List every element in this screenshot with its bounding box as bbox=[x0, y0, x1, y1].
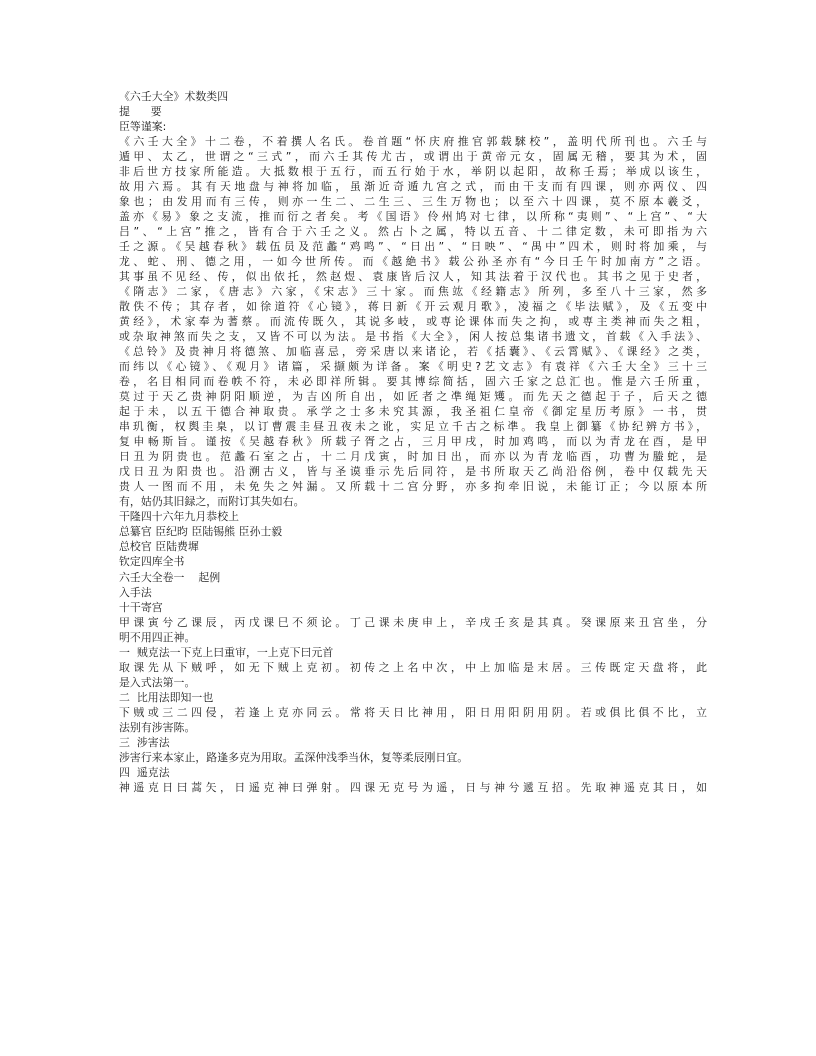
document-line: 甲课寅兮乙课辰，丙戊课巳不须论。丁己课未庚申上，辛戌壬亥是其真。癸课原来丑宫坐，分 bbox=[119, 615, 707, 629]
document-line: 钦定四库全书 bbox=[119, 555, 185, 569]
document-line: 有，姑仍其旧録之，而附订其失如右。 bbox=[119, 495, 305, 509]
document-line: 戊日丑为阳贵也。沿溯古义，皆与圣谟垂示先后同符，是书所取天乙尚沿俗例，卷中仅载先天 bbox=[119, 465, 707, 479]
document-line: 龙、蛇、刑、德之用，一如今世所传。而《越絶书》载公孙圣亦有“今日壬午时加南方”之语。 bbox=[119, 255, 707, 269]
document-line: 臣等谨案: bbox=[119, 120, 167, 134]
document-line: 盖亦《易》象之支流，推而衍之者矣。考《国语》伶州鸠对七律，以所称“夷则”、“上宫”、“大 bbox=[119, 210, 707, 224]
document-line: 复申畅斯旨。谨按《吴越春秋》所载子胥之占，三月甲戌，时加鸡鸣，而以为青龙在酉，是甲 bbox=[119, 435, 707, 449]
document-line: 提 要 bbox=[119, 105, 162, 119]
document-line: 贵人一图而不用，未免失之舛漏。又所载十二宫分野，亦多拘牵旧说，未能订正；今以原本所 bbox=[119, 480, 707, 494]
document-line: 法别有涉害陈。 bbox=[119, 720, 196, 734]
document-line: 遁甲、太乙，世谓之“三式”，而六壬其传尤古，或谓出于黄帝元女，固属无稽，要其为术，固 bbox=[119, 150, 707, 164]
document-line: 而纬以《心镜》、《观月》诸篇，采撷颇为详备。案《明史?艺文志》有袁祥《六壬大全》三十三 bbox=[119, 360, 707, 374]
document-line: 其事虽不见经、传，似出依托，然赵煜、袁康皆后汉人，知其法着于汉代也。其书之见于史者， bbox=[119, 270, 707, 284]
document-line: 莫过于天乙贵神阴阳顺逆，为吉凶所自出，如匠者之凖绳矩矱。而先天之德起于子，后天之德 bbox=[119, 390, 707, 404]
document-text-body bbox=[119, 89, 707, 795]
document-line: 神遥克日曰蒿矢，日遥克神曰弹射。四课无克号为遥，日与神兮遞互招。先取神遥克其日，如 bbox=[119, 780, 707, 794]
document-line: 明不用四正神。 bbox=[119, 630, 196, 644]
document-line: 黄经》，术家奉为蓍蔡。而流传既久，其说多岐，或専论课体而失之拘，或専主类神而失之粗， bbox=[119, 315, 707, 329]
document-line: 《总铃》及贵神月将德煞、加临喜忌，旁采唐以来诸论，若《括囊》、《云霄赋》、《课经》之类， bbox=[119, 345, 707, 359]
document-line: 四 遥克法 bbox=[119, 765, 170, 779]
document-line: 《隋志》二家，《唐志》六家，《宋志》三十家。而焦竑《经籍志》所列，多至八十三家，然多 bbox=[119, 285, 707, 299]
document-line: 入手法 bbox=[119, 585, 152, 599]
document-line: 故用六焉。其有天地盘与神将加临，虽渐近奇遁九宫之式，而由干支而有四课，则亦两仪、四 bbox=[119, 180, 707, 194]
document-line: 《六壬大全》十二卷，不着撰人名氏。卷首题“怀庆府推官郭载騋校”，盖明代所刊也。六壬与 bbox=[119, 135, 707, 149]
document-line: 三 涉害法 bbox=[119, 735, 170, 749]
document-line: 一 贼克法一下克上曰重审，一上克下曰元首 bbox=[119, 645, 334, 659]
document-line: 象也；由发用而有三传，则亦一生二、二生三、三生万物也；以至六十四课，莫不原本羲爻， bbox=[119, 195, 707, 209]
document-line: 起于未，以五干德合神取贵。承学之士多未究其源，我圣祖仁皇帝《御定星历考原》一书，贯 bbox=[119, 405, 707, 419]
document-line: 总纂官 臣纪昀 臣陆锡熊 臣孙士毅 bbox=[119, 525, 283, 539]
document-line: 二 比用法即知一也 bbox=[119, 690, 214, 704]
document-line: 吕”、“上宫”推之，皆有合于六壬之义。然占卜之属，特以五音、十二律定数，未可即指为六 bbox=[119, 225, 707, 239]
document-line: 总校官 臣陆费墀 bbox=[119, 540, 199, 554]
document-line: 或杂取神煞而失之支，又皆不可以为法。是书指《大全》，闲人按总集诸书遗文，首载《入手法》、 bbox=[119, 330, 707, 344]
document-line: 下贼或三二四侵，若逢上克亦同云。常将天日比神用，阳日用阳阴用阴。若或俱比俱不比，立 bbox=[119, 705, 707, 719]
document-line: 《六壬大全》术数类四 bbox=[119, 90, 229, 103]
document-line: 串玑衡，权舆圭臬，以订曹震圭昼丑夜未之讹，实足立千古之标凖。我皇上御纂《协纪辨方书》， bbox=[119, 420, 707, 434]
document-line: 散佚不传；其存者，如徐道符《心镜》，蒋日新《开云观月歌》，凌福之《毕法赋》，及《五变中 bbox=[119, 300, 707, 314]
document-line: 日丑为阴贵也。范蠡石室之占，十二月戊寅，时加日出，而亦以为青龙临酉，功曹为螣蛇，是 bbox=[119, 450, 707, 464]
document-line: 非后世方技家所能造。大抵数根于五行，而五行始于水，举阴以起阳，故称壬焉；举成以该生， bbox=[119, 165, 707, 179]
document-line: 是入式法第一。 bbox=[119, 675, 196, 689]
document-line: 十干寄宫 bbox=[119, 600, 163, 614]
document-line: 取课先从下贼呼，如无下贼上克初。初传之上名中次，中上加临是末居。三传既定天盘将，此 bbox=[119, 660, 707, 674]
document-line: 干隆四十六年九月恭校上 bbox=[119, 510, 240, 524]
document-line: 卷，名目相同而卷帙不符，未必即祥所辑。要其博综简括，固六壬家之总汇也。惟是六壬所重， bbox=[119, 375, 707, 389]
document-line: 涉害行来本家止，路逢多克为用取。孟深仲浅季当休，复等柔辰刚日宜。 bbox=[119, 750, 469, 764]
document-line: 壬之源。《吴越春秋》载伍员及范蠡“鸡鸣”、“日出”、“日映”、“禺中”四术，则时将加乘，与 bbox=[119, 240, 707, 254]
document-line: 六壬大全卷一 起例 bbox=[119, 570, 221, 584]
